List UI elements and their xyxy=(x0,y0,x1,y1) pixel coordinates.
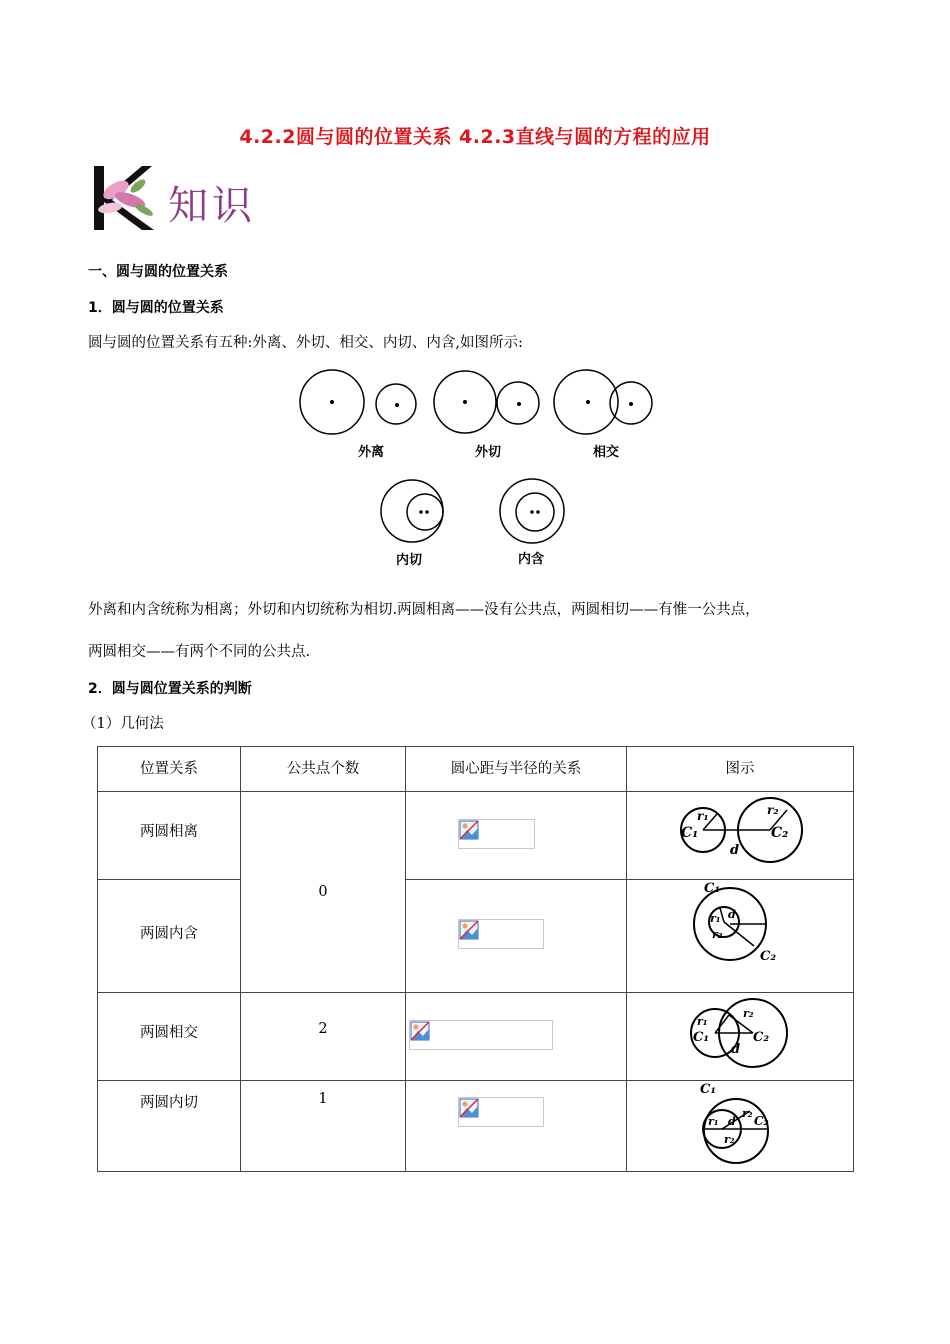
svg-text:r₂: r₂ xyxy=(724,1133,735,1146)
relation-contained: 两圆内含 xyxy=(140,926,198,942)
svg-text:r₁: r₁ xyxy=(708,1115,719,1128)
svg-text:r₂: r₂ xyxy=(743,1007,754,1020)
table-row xyxy=(98,792,854,880)
section-heading: 一、圆与圆的位置关系 xyxy=(88,264,228,280)
summary-line-1: 外离和内含统称为相离；外切和内切统称为相切.两圆相离——没有公共点，两圆相切——有惟一公共点， xyxy=(88,602,760,618)
geometric-method-table xyxy=(97,746,854,1172)
circle-relations-figure xyxy=(295,362,665,574)
svg-text:C₁: C₁ xyxy=(700,1082,717,1097)
broken-image-icon xyxy=(459,1098,479,1118)
formula-image-placeholder xyxy=(409,1020,553,1050)
svg-text:d: d xyxy=(731,1042,741,1057)
table-row xyxy=(98,993,854,1081)
formula-image-placeholder xyxy=(458,819,535,849)
count-two: 2 xyxy=(318,1021,328,1037)
svg-text:d: d xyxy=(730,843,740,858)
svg-text:C₁: C₁ xyxy=(681,825,699,841)
relation-intersect: 两圆相交 xyxy=(140,1025,198,1041)
svg-text:r₁: r₁ xyxy=(710,912,721,925)
banner-text: 知识 xyxy=(168,183,256,229)
diagram-internal-tangent xyxy=(690,1081,790,1167)
table-header-row xyxy=(98,747,854,792)
diagram-separate xyxy=(675,792,805,872)
label-external-tangent: 外切 xyxy=(475,445,502,460)
svg-text:C₂: C₂ xyxy=(771,825,789,841)
header-relation: 位置关系 xyxy=(140,761,198,777)
knowledge-banner xyxy=(90,160,290,234)
diagram-contained xyxy=(690,880,790,988)
svg-text:r₁: r₁ xyxy=(697,809,709,823)
header-distance: 圆心距与半径的关系 xyxy=(450,761,582,777)
svg-text:r₂: r₂ xyxy=(742,1107,753,1120)
subsection-heading-2: 2．圆与圆位置关系的判断 xyxy=(88,681,252,697)
svg-text:d: d xyxy=(728,908,736,921)
intro-paragraph: 圆与圆的位置关系有五种:外离、外切、相交、内切、内含,如图所示: xyxy=(88,335,523,351)
svg-text:C₁: C₁ xyxy=(704,881,721,896)
svg-text:d: d xyxy=(728,1115,736,1128)
label-intersect: 相交 xyxy=(593,445,620,460)
label-internal-tangent: 内切 xyxy=(396,553,423,568)
subsection-heading-1: 1．圆与圆的位置关系 xyxy=(88,300,224,316)
broken-image-icon xyxy=(459,920,479,940)
svg-text:C₁: C₁ xyxy=(693,1030,710,1045)
label-contained: 内含 xyxy=(518,552,545,567)
svg-text:r₂: r₂ xyxy=(712,928,723,941)
page-title: 4.2.2圆与圆的位置关系 4.2.3直线与圆的方程的应用 xyxy=(239,126,711,148)
svg-text:C₂: C₂ xyxy=(754,1114,769,1128)
count-zero: 0 xyxy=(318,884,328,900)
header-diagram: 图示 xyxy=(725,761,755,777)
header-count: 公共点个数 xyxy=(286,761,360,777)
broken-image-icon xyxy=(459,820,479,840)
formula-image-placeholder xyxy=(458,1097,544,1127)
svg-text:C₂: C₂ xyxy=(753,1030,770,1045)
summary-line-2: 两圆相交——有两个不同的公共点. xyxy=(88,644,311,660)
formula-image-placeholder xyxy=(458,919,544,949)
relation-separate: 两圆相离 xyxy=(140,824,198,840)
svg-text:C₂: C₂ xyxy=(760,949,777,964)
svg-text:r₂: r₂ xyxy=(767,803,779,817)
table-row xyxy=(98,880,854,993)
diagram-intersect xyxy=(685,993,795,1073)
broken-image-icon xyxy=(410,1021,430,1041)
table-row xyxy=(98,1081,854,1172)
svg-text:r₁: r₁ xyxy=(697,1015,708,1028)
count-one: 1 xyxy=(318,1091,328,1107)
relation-internal-tangent: 两圆内切 xyxy=(140,1095,198,1111)
label-external: 外离 xyxy=(358,445,385,460)
method-label: （1）几何法 xyxy=(82,716,164,732)
